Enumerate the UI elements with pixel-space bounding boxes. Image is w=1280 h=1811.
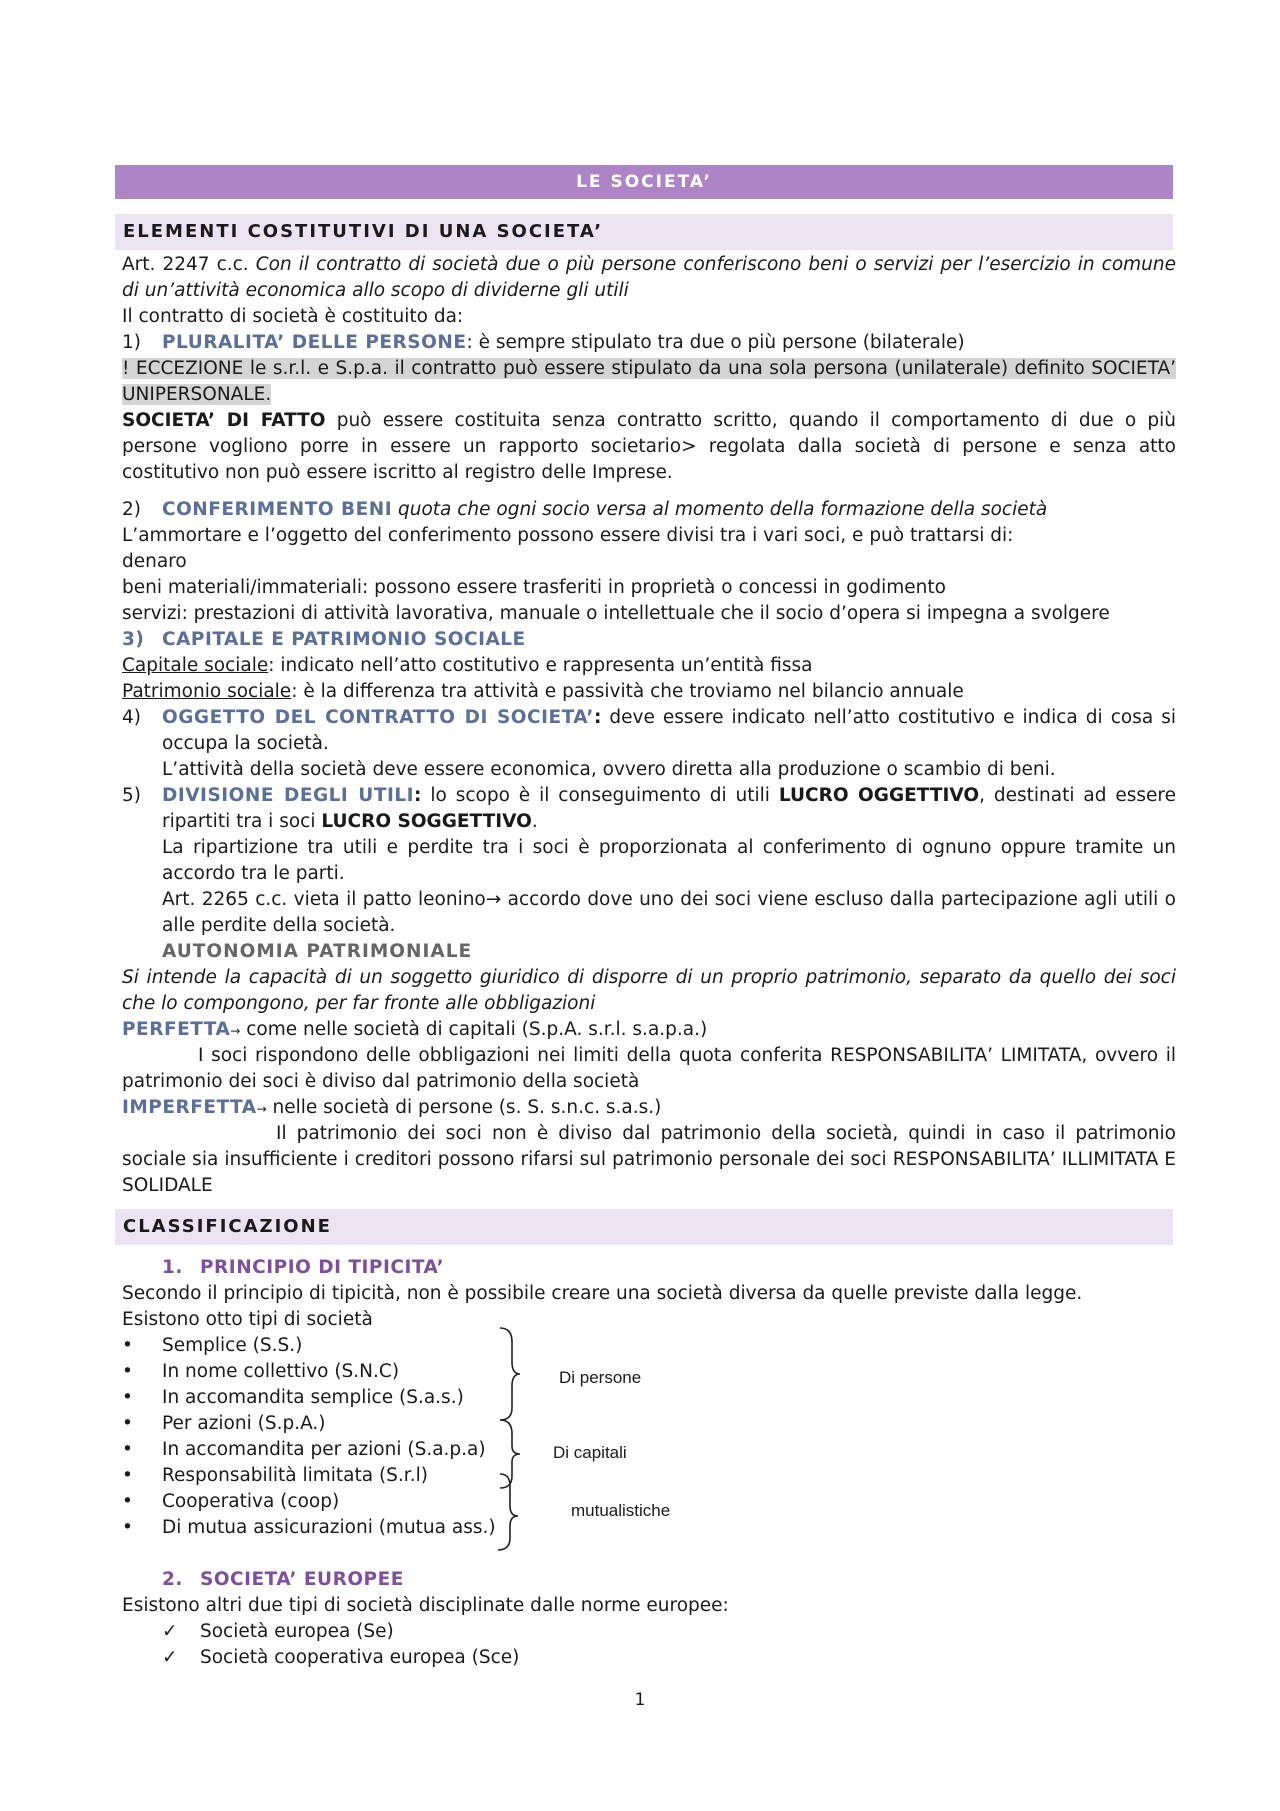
- societa-di-fatto-paragraph: SOCIETA’ DI FATTO può essere costituita senza contratto scritto, quando il comportamento di due o più persone vogliono porre in essere un rapporto societario> regolata dalla società di persone e senza atto costitutivo non può essere iscritto al registro delle Imprese.: [122, 410, 1176, 483]
- point-2: 2) CONFERIMENTO BENI quota che ogni socio versa al momento della formazione della società: [122, 499, 1048, 520]
- autonomia-heading: AUTONOMIA PATRIMONIALE: [162, 941, 473, 962]
- imperfetta-explanation: Il patrimonio dei soci non è diviso dal patrimonio della società, quindi in caso il patrimonio sociale sia insufficiente i creditori possono rifarsi sul patrimonio personale dei soci RESPONSABILITA’ ILLIMITATA E SOLIDALE: [122, 1123, 1176, 1196]
- tipicita-line-1: Secondo il principio di tipicità, non è possibile creare una società diversa da quelle previste dalla legge.: [122, 1283, 1083, 1304]
- point-5: 5) DIVISIONE DEGLI UTILI: lo scopo è il conseguimento di utili LUCRO OGGETTIVO, destinati ad essere ripartiti tra i soci LUCRO SOGGETTIVO. La ripartizione tra utili e perdite tra i soci è proporzionata al conferimento di ognuno oppure tramite un accordo tra le parti. Art. 2265 c.c. vieta il patto leonino→ accordo dove uno dei soci viene escluso dalla partecipazione agli utili o alle perdite della società.: [122, 785, 1177, 936]
- company-types-list: [122, 1333, 542, 1541]
- point-2-line-3: beni materiali/immateriali: possono essere trasferiti in proprietà o concessi in godimento: [122, 577, 946, 598]
- autonomia-definition: Si intende la capacità di un soggetto giuridico di disporre di un proprio patrimonio, separato da quello dei soci che lo compongono, per far fronte alle obbligazioni: [122, 967, 1176, 1014]
- section-heading-elementi: ELEMENTI COSTITUTIVI DI UNA SOCIETA’: [115, 214, 1173, 250]
- list-item: • Cooperativa (coop): [122, 1491, 340, 1512]
- list-item: • In nome collettivo (S.N.C): [122, 1361, 400, 1382]
- page-number: 1: [634, 1690, 646, 1710]
- intro-line: Il contratto di società è costituito da:: [122, 306, 464, 327]
- point-2-line-4: servizi: prestazioni di attività lavorativa, manuale o intellettuale che il socio d’opera si impegna a svolgere: [122, 603, 1110, 624]
- list-item: • Responsabilità limitata (S.r.l): [122, 1465, 428, 1486]
- point-1: 1) PLURALITA’ DELLE PERSONE: è sempre stipulato tra due o più persone (bilaterale): [122, 332, 965, 353]
- perfetta-explanation: I soci rispondono delle obbligazioni nei limiti della quota conferita RESPONSABILITA’ LIMITATA, ovvero il patrimonio dei soci è diviso dal patrimonio della società: [122, 1045, 1176, 1092]
- art-2247-paragraph: Art. 2247 c.c. Con il contratto di società due o più persone conferiscono beni o servizi per l’esercizio in comune di un’attività economica allo scopo di dividerne gli utili: [122, 254, 1176, 301]
- principio-tipicita-heading: 1. PRINCIPIO DI TIPICITA’: [162, 1257, 445, 1278]
- section-heading-classificazione: CLASSIFICAZIONE: [115, 1209, 1173, 1245]
- list-item: ✓ Società europea (Se): [162, 1621, 394, 1642]
- list-item: • In accomandita semplice (S.a.s.): [122, 1387, 464, 1408]
- group-label-di-capitali: Di capitali: [553, 1443, 627, 1462]
- point-2-line-1: L’ammortare e l’oggetto del conferimento possono essere divisi tra i vari soci, e può trattarsi di:: [122, 525, 1014, 546]
- point-3: 3) CAPITALE E PATRIMONIO SOCIALE: [122, 629, 526, 650]
- page-title: LE SOCIETA’: [115, 165, 1173, 199]
- list-item: • Di mutua assicurazioni (mutua ass.): [122, 1517, 496, 1538]
- capitale-sociale-line: Capitale sociale: indicato nell’atto costitutivo e rappresenta un’entità fissa: [122, 655, 813, 676]
- list-item: ✓ Società cooperativa europea (Sce): [162, 1647, 520, 1668]
- perfetta-line: PERFETTA→ come nelle società di capitali (S.p.A. s.r.l. s.a.p.a.): [122, 1019, 708, 1040]
- list-item: • In accomandita per azioni (S.a.p.a): [122, 1439, 486, 1460]
- societa-europee-heading: 2. SOCIETA’ EUROPEE: [162, 1569, 404, 1590]
- point-4: 4) OGGETTO DEL CONTRATTO DI SOCIETA’: deve essere indicato nell’atto costitutivo e indica di cosa si occupa la società. L’attività della società deve essere economica, ovvero diretta alla produzione o scambio di beni.: [122, 707, 1176, 780]
- list-item: • Semplice (S.S.): [122, 1335, 303, 1356]
- list-item: • Per azioni (S.p.A.): [122, 1413, 326, 1434]
- group-label-di-persone: Di persone: [559, 1368, 642, 1387]
- group-label-mutualistiche: mutualistiche: [571, 1501, 671, 1520]
- patrimonio-sociale-line: Patrimonio sociale: è la differenza tra attività e passività che troviamo nel bilancio annuale: [122, 681, 964, 702]
- point-2-line-2: denaro: [122, 551, 187, 572]
- imperfetta-line: IMPERFETTA→ nelle società di persone (s. S. s.n.c. s.a.s.): [122, 1097, 662, 1118]
- europee-intro: Esistono altri due tipi di società disciplinate dalle norme europee:: [122, 1595, 729, 1616]
- tipicita-line-2: Esistono otto tipi di società: [122, 1309, 373, 1330]
- grouping-braces: [492, 1320, 552, 1560]
- exception-note: ! ECCEZIONE le s.r.l. e S.p.a. il contratto può essere stipulato da una sola persona (unilaterale) definito SOCIETA’ UNIPERSONALE.: [122, 358, 1176, 405]
